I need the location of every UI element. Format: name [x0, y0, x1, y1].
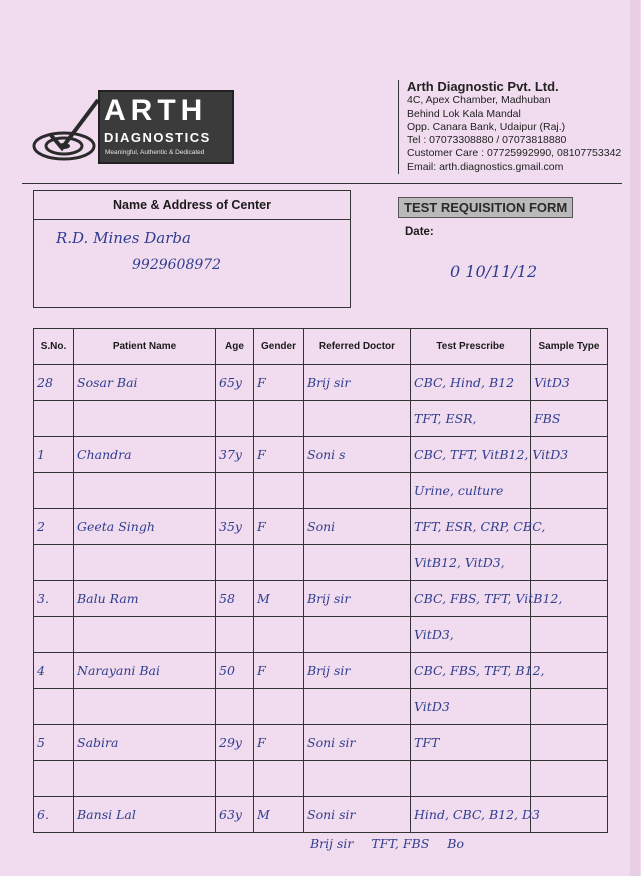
- cell-gender: [254, 401, 304, 437]
- cell-patient-name: Bansi Lal: [74, 797, 216, 833]
- cell-sno: [34, 545, 74, 581]
- cell-age: 37y: [216, 437, 254, 473]
- cell-age: 63y: [216, 797, 254, 833]
- logo-wordmark-box: [98, 90, 234, 164]
- handwritten-overflow-line: [310, 836, 478, 851]
- cell-test-prescribe: TFT: [411, 725, 531, 761]
- table-row: [34, 401, 608, 437]
- header-age: Age: [216, 329, 254, 365]
- center-name-handwritten: R.D. Mines Darba: [56, 229, 191, 247]
- cell-sample-type: [531, 761, 608, 797]
- company-name: Arth Diagnostic Pvt. Ltd.: [407, 79, 559, 94]
- cell-sample-type: [531, 725, 608, 761]
- cell-gender: M: [254, 797, 304, 833]
- logo-wordmark: ARTH: [104, 94, 208, 127]
- cell-sno: 4: [34, 653, 74, 689]
- cell-test-prescribe: TFT, ESR, CRP, CBC,: [411, 509, 531, 545]
- cell-patient-name: Geeta Singh: [74, 509, 216, 545]
- cell-test-prescribe: CBC, Hind, B12: [411, 365, 531, 401]
- cell-test-prescribe: CBC, FBS, TFT, VitB12,: [411, 581, 531, 617]
- cell-referred-doctor: Soni sir: [304, 725, 411, 761]
- logo-tagline: Meaningful, Authentic & Dedicated: [105, 149, 205, 156]
- cell-referred-doctor: [304, 545, 411, 581]
- cell-referred-doctor: Brij sir: [304, 581, 411, 617]
- cell-sample-type: [531, 689, 608, 725]
- header-test-prescribe: Test Prescribe: [411, 329, 531, 365]
- cell-sno: 2: [34, 509, 74, 545]
- cell-test-prescribe: Hind, CBC, B12, D3: [411, 797, 531, 833]
- cell-sno: [34, 761, 74, 797]
- company-address: [398, 80, 641, 174]
- table-row: [34, 437, 608, 473]
- cell-patient-name: Narayani Bai: [74, 653, 216, 689]
- cell-age: 50: [216, 653, 254, 689]
- cell-referred-doctor: [304, 473, 411, 509]
- cell-sample-type: FBS: [531, 401, 608, 437]
- cell-sno: [34, 689, 74, 725]
- cell-referred-doctor: Soni s: [304, 437, 411, 473]
- cell-referred-doctor: [304, 689, 411, 725]
- header-sample-type: Sample Type: [531, 329, 608, 365]
- table-row: [34, 689, 608, 725]
- email-line: Email: arth.diagnostics.gmail.com: [407, 160, 564, 173]
- cell-patient-name: Chandra: [74, 437, 216, 473]
- cell-referred-doctor: Brij sir: [304, 653, 411, 689]
- cell-referred-doctor: [304, 401, 411, 437]
- cell-test-prescribe: CBC, TFT, VitB12, VitD3: [411, 437, 531, 473]
- cell-sno: [34, 401, 74, 437]
- date-value-handwritten: 0 10/11/12: [450, 262, 538, 281]
- cell-sno: 1: [34, 437, 74, 473]
- cell-test-prescribe: TFT, ESR,: [411, 401, 531, 437]
- cell-patient-name: [74, 401, 216, 437]
- logo-subword: DIAGNOSTICS: [104, 130, 211, 145]
- table-row: [34, 725, 608, 761]
- cell-gender: [254, 545, 304, 581]
- cell-gender: F: [254, 725, 304, 761]
- form-title: TEST REQUISITION FORM: [398, 197, 573, 218]
- cell-sample-type: VitD3: [531, 365, 608, 401]
- cell-test-prescribe: VitD3: [411, 689, 531, 725]
- header-sno: S.No.: [34, 329, 74, 365]
- cell-referred-doctor: [304, 617, 411, 653]
- cell-gender: [254, 761, 304, 797]
- cell-age: [216, 617, 254, 653]
- tail-signature: Bo: [447, 836, 464, 851]
- center-address-box: [33, 190, 351, 308]
- patient-table: [33, 328, 608, 833]
- cell-age: 58: [216, 581, 254, 617]
- cell-patient-name: [74, 689, 216, 725]
- cell-test-prescribe: VitB12, VitD3,: [411, 545, 531, 581]
- cell-age: [216, 761, 254, 797]
- cell-patient-name: [74, 473, 216, 509]
- cell-gender: [254, 473, 304, 509]
- cell-sno: 5: [34, 725, 74, 761]
- cell-gender: F: [254, 365, 304, 401]
- cell-gender: F: [254, 437, 304, 473]
- table-row: [34, 509, 608, 545]
- cell-referred-doctor: Soni: [304, 509, 411, 545]
- header-divider: [22, 183, 622, 184]
- cell-referred-doctor: [304, 761, 411, 797]
- telephone-line: Tel : 07073308880 / 07073818880: [407, 134, 567, 147]
- table-row: [34, 653, 608, 689]
- header-referred-doctor: Referred Doctor: [304, 329, 411, 365]
- address-line: Behind Lok Kala Mandal: [407, 107, 521, 120]
- center-phone-handwritten: 9929608972: [132, 257, 222, 273]
- table-header-row: [34, 329, 608, 365]
- cell-test-prescribe: Urine, culture: [411, 473, 531, 509]
- cell-patient-name: Sabira: [74, 725, 216, 761]
- header-gender: Gender: [254, 329, 304, 365]
- table-row: [34, 617, 608, 653]
- table-row: [34, 761, 608, 797]
- cell-age: 65y: [216, 365, 254, 401]
- cell-sno: 6.: [34, 797, 74, 833]
- cell-sno: [34, 617, 74, 653]
- customer-care-line: Customer Care : 07725992990, 08107753342: [407, 147, 622, 160]
- table-row: [34, 797, 608, 833]
- table-row: [34, 545, 608, 581]
- cell-test-prescribe: [411, 761, 531, 797]
- target-check-icon: [32, 96, 102, 166]
- cell-sno: [34, 473, 74, 509]
- table-row: [34, 473, 608, 509]
- cell-patient-name: [74, 617, 216, 653]
- cell-age: [216, 401, 254, 437]
- cell-patient-name: [74, 761, 216, 797]
- cell-gender: F: [254, 509, 304, 545]
- cell-sample-type: [531, 617, 608, 653]
- table-row: [34, 365, 608, 401]
- cell-test-prescribe: CBC, FBS, TFT, B12,: [411, 653, 531, 689]
- cell-gender: [254, 617, 304, 653]
- cell-patient-name: Sosar Bai: [74, 365, 216, 401]
- cell-sno: 28: [34, 365, 74, 401]
- address-line: 4C, Apex Chamber, Madhuban: [407, 94, 551, 107]
- cell-age: [216, 473, 254, 509]
- cell-age: 29y: [216, 725, 254, 761]
- cell-age: 35y: [216, 509, 254, 545]
- cell-sno: 3.: [34, 581, 74, 617]
- cell-referred-doctor: Soni sir: [304, 797, 411, 833]
- address-line: Opp. Canara Bank, Udaipur (Raj.): [407, 120, 566, 133]
- center-box-title: Name & Address of Center: [34, 191, 350, 220]
- arth-logo: [28, 86, 233, 166]
- header-patient-name: Patient Name: [74, 329, 216, 365]
- cell-sample-type: [531, 797, 608, 833]
- cell-sample-type: [531, 473, 608, 509]
- table-row: [34, 581, 608, 617]
- tail-tests: TFT, FBS: [371, 836, 430, 851]
- cell-test-prescribe: VitD3,: [411, 617, 531, 653]
- cell-patient-name: Balu Ram: [74, 581, 216, 617]
- cell-sample-type: [531, 545, 608, 581]
- cell-age: [216, 689, 254, 725]
- date-label: Date:: [405, 226, 434, 238]
- cell-patient-name: [74, 545, 216, 581]
- cell-gender: M: [254, 581, 304, 617]
- cell-age: [216, 545, 254, 581]
- cell-referred-doctor: Brij sir: [304, 365, 411, 401]
- cell-gender: F: [254, 653, 304, 689]
- cell-gender: [254, 689, 304, 725]
- tail-referred-doctor: Brij sir: [310, 836, 354, 851]
